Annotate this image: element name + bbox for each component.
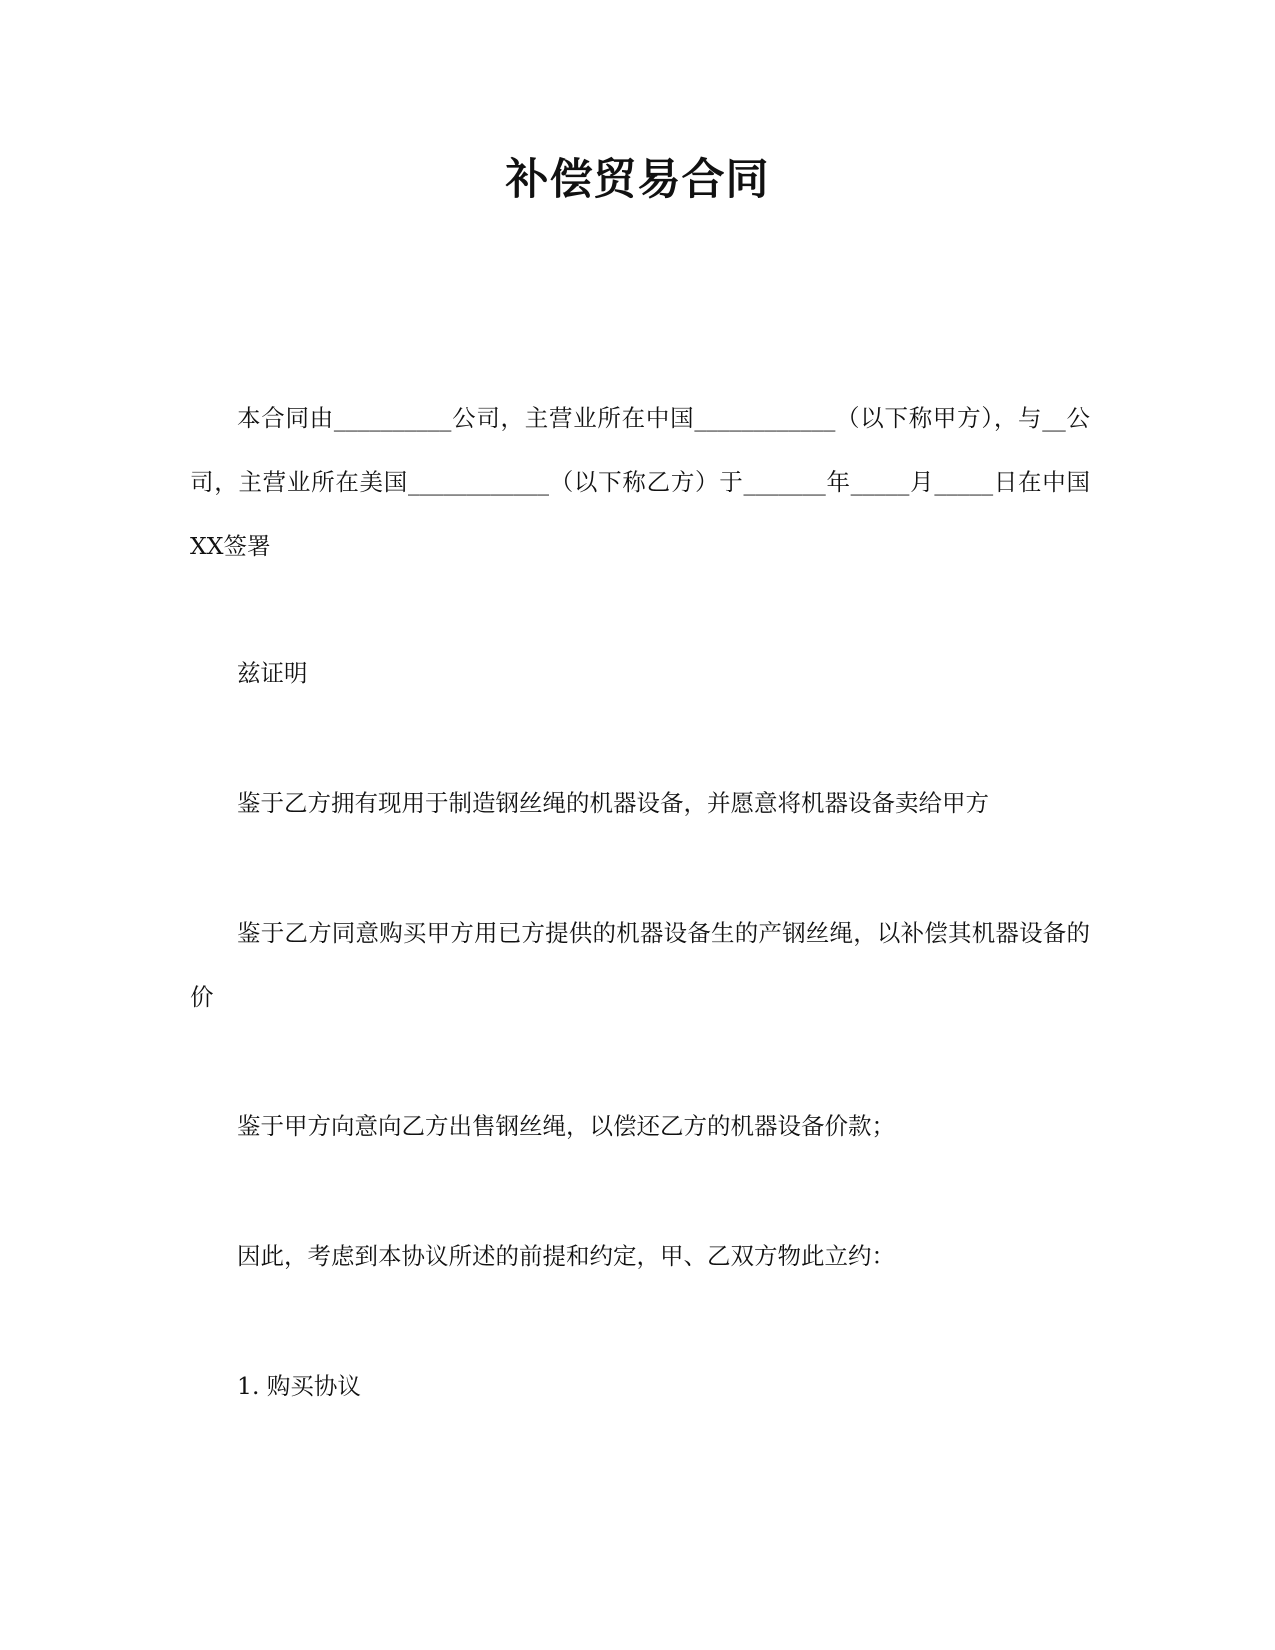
agreement-paragraph: 因此，考虑到本协议所述的前提和约定，甲、乙双方物此立约： [237, 1242, 895, 1270]
recital-paragraph-1: 鉴于乙方拥有现用于制造钢丝绳的机器设备，并愿意将机器设备卖给甲方 [237, 789, 989, 817]
recital-paragraph-3: 鉴于甲方向意向乙方出售钢丝绳，以偿还乙方的机器设备价款； [237, 1112, 895, 1140]
document-title: 补偿贸易合同 [505, 155, 770, 205]
section-heading-purchase: 1. 购买协议 [237, 1372, 361, 1400]
witnesseth-paragraph: 兹证明 [237, 659, 308, 687]
recital-paragraph-2: 鉴于乙方同意购买甲方用已方提供的机器设备生的产钢丝绳，以补偿其机器设备的价 [190, 919, 1090, 1011]
preamble-paragraph: 本合同由__________公司，主营业所在中国____________（以下称甲方），与__公司，主营业所在美国____________（以下称乙方）于_______年_____月_____日在中国XX签署 [190, 404, 1090, 560]
